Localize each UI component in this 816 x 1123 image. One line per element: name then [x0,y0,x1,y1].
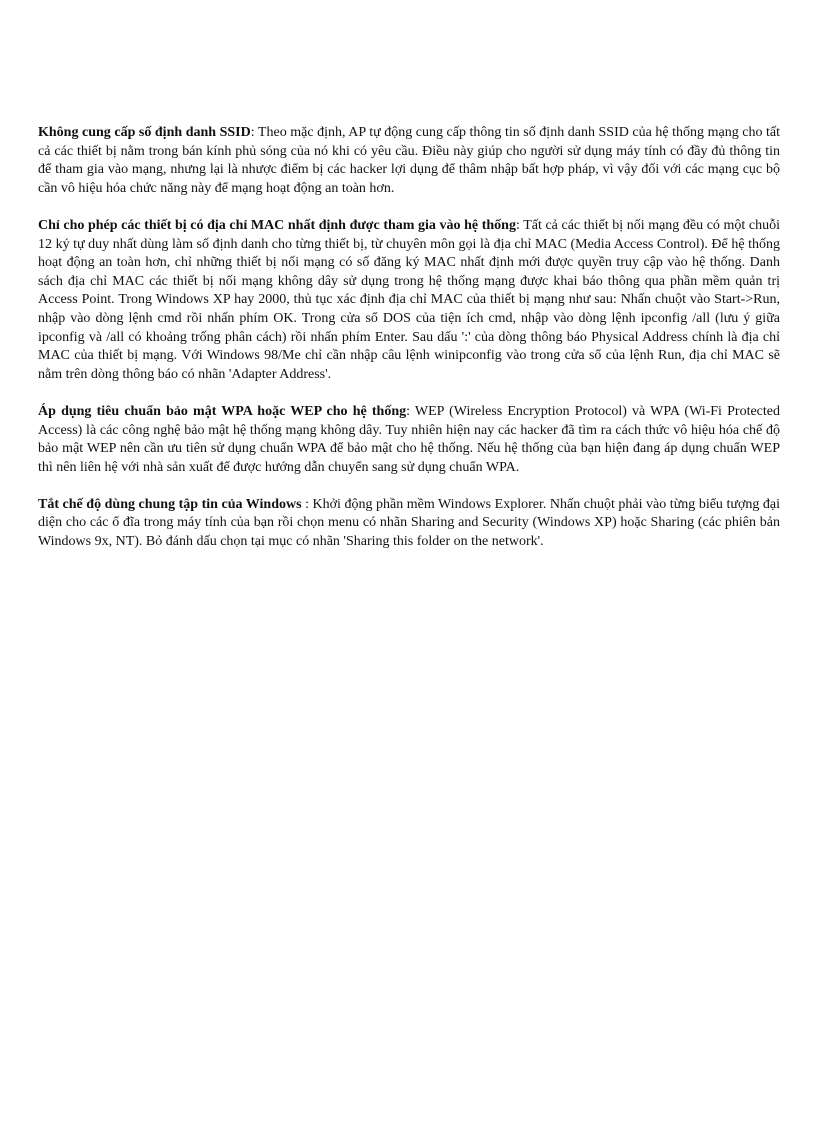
paragraph-file-sharing [38,496,780,552]
paragraph-body: : Theo mặc định, AP tự động cung cấp thông tin số định danh SSID của hệ thống mạng cho tất cả các thiết bị nằm trong bán kính phủ sóng của nó khi có yêu cầu. Điều này giúp cho người sử dụng máy tính có đầy đủ thông tin để tham gia vào mạng, nhưng lại là nhược điểm bị các hacker lợi dụng để thâm nhập bất hợp pháp, vì vậy đối với các mạng cục bộ cần vô hiệu hóa chức năng này để mạng hoạt động an toàn hơn. [38,125,780,196]
paragraph-body: : Tất cả các thiết bị nối mạng đều có một chuỗi 12 ký tự duy nhất dùng làm số định danh cho từng thiết bị, từ chuyên môn gọi là địa chỉ MAC (Media Access Control). Để hệ thống hoạt động an toàn hơn, chỉ những thiết bị nối mạng có số đăng ký MAC nhất định mới được quyền truy cập vào hệ thống. Danh sách địa chỉ MAC các thiết bị nối mạng không dây sử dụng trong hệ thống mạng được khai báo thông qua phần mềm quản trị Access Point. Trong Windows XP hay 2000, thủ tục xác định địa chỉ MAC của thiết bị mạng như sau: Nhấn chuột vào Start->Run, nhập vào dòng lệnh cmd rồi nhấn phím OK. Trong cửa sổ DOS của tiện ích cmd, nhập vào dòng lệnh ipconfig /all (lưu ý giữa ipconfig và /all có khoảng trống phân cách) rồi nhấn phím Enter. Sau dấu ':' của dòng thông báo Physical Address chính là địa chỉ MAC của thiết bị mạng. Với Windows 98/Me chỉ cần nhập câu lệnh winipconfig vào trong cửa sổ của lệnh Run, địa chỉ MAC sẽ nằm trên dòng thông báo có nhãn 'Adapter Address'. [38,217,781,382]
paragraph-wpa-wep [38,403,780,477]
paragraph-ssid [38,124,780,198]
paragraph-body: : Khởi động phần mềm Windows Explorer. Nhấn chuột phải vào từng biểu tượng đại diện cho các ổ đĩa trong máy tính của bạn rồi chọn menu có nhãn Sharing and Security (Windows XP) hoặc Sharing (các phiên bản Windows 9x, NT). Bỏ đánh dấu chọn tại mục có nhãn 'Sharing this folder on the network'. [38,496,780,550]
paragraph-mac-filter [38,217,780,384]
paragraph-heading: Áp dụng tiêu chuẩn bảo mật WPA hoặc WEP cho hệ thống [38,403,407,419]
paragraph-body: : WEP (Wireless Encryption Protocol) và WPA (Wi-Fi Protected Access) là các công nghệ bảo mật hệ thống mạng không dây. Tuy nhiên hiện nay các hacker đã tìm ra cách thức vô hiệu hóa chế độ bảo mật WEP nên cần ưu tiên sử dụng chuẩn WPA để bảo mật cho hệ thống. Nếu hệ thống của bạn hiện đang áp dụng chuẩn WEP thì nên liên hệ với nhà sản xuất để được hướng dẫn chuyển sang sử dụng chuẩn WPA. [38,403,780,475]
paragraph-heading: Không cung cấp số định danh SSID [38,125,251,140]
document-page [38,124,780,570]
paragraph-heading: Chỉ cho phép các thiết bị có địa chỉ MAC nhất định được tham gia vào hệ thống [38,217,516,233]
paragraph-heading: Tắt chế độ dùng chung tập tin của Windows [38,496,302,512]
